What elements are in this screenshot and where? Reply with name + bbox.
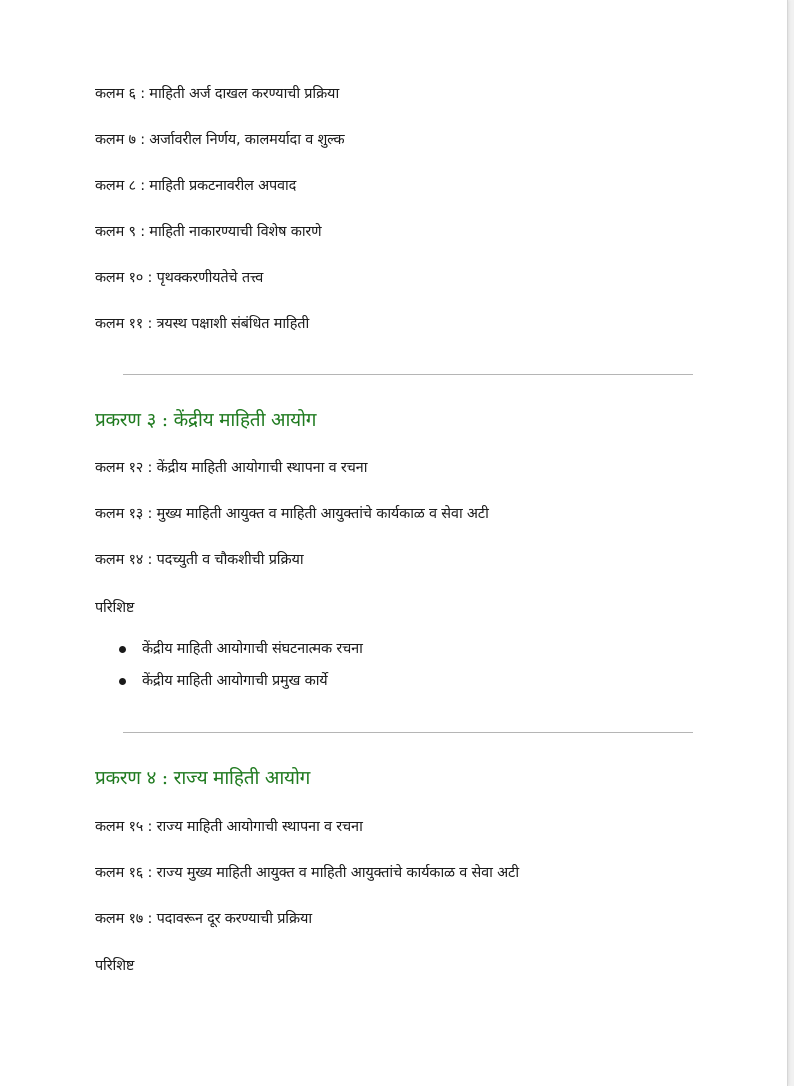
- clause-12: कलम १२ : केंद्रीय माहिती आयोगाची स्थापना व रचना: [95, 460, 368, 476]
- appendix-item: केंद्रीय माहिती आयोगाची संघटनात्मक रचना: [142, 641, 363, 657]
- bullet-icon: [119, 646, 126, 653]
- clause-11: कलम ११ : त्रयस्थ पक्षाशी संबंधित माहिती: [95, 316, 310, 332]
- clause-6: कलम ६ : माहिती अर्ज दाखल करण्याची प्रक्रिया: [95, 86, 340, 102]
- clause-14: कलम १४ : पदच्युती व चौकशीची प्रक्रिया: [95, 552, 304, 568]
- clause-16: कलम १६ : राज्य मुख्य माहिती आयुक्त व माहिती आयुक्तांचे कार्यकाळ व सेवा अटी: [95, 865, 519, 881]
- appendix-item: केंद्रीय माहिती आयोगाची प्रमुख कार्ये: [142, 673, 328, 689]
- chapter-4-appendix-label: परिशिष्ट: [95, 958, 135, 974]
- clause-9: कलम ९ : माहिती नाकारण्याची विशेष कारणे: [95, 224, 322, 240]
- chapter-3-heading: प्रकरण ३ : केंद्रीय माहिती आयोग: [95, 409, 317, 431]
- clause-15: कलम १५ : राज्य माहिती आयोगाची स्थापना व रचना: [95, 819, 363, 835]
- clause-13: कलम १३ : मुख्य माहिती आयुक्त व माहिती आयुक्तांचे कार्यकाळ व सेवा अटी: [95, 506, 489, 522]
- chapter-4-heading: प्रकरण ४ : राज्य माहिती आयोग: [95, 767, 311, 789]
- chapter-3-appendix-label: परिशिष्ट: [95, 600, 135, 616]
- bullet-icon: [119, 678, 126, 685]
- clause-17: कलम १७ : पदावरून दूर करण्याची प्रक्रिया: [95, 911, 312, 927]
- section-divider: [123, 374, 693, 375]
- clause-7: कलम ७ : अर्जावरील निर्णय, कालमर्यादा व शुल्क: [95, 132, 345, 148]
- clause-10: कलम १० : पृथक्करणीयतेचे तत्त्व: [95, 270, 264, 286]
- clause-8: कलम ८ : माहिती प्रकटनावरील अपवाद: [95, 178, 297, 194]
- section-divider: [123, 732, 693, 733]
